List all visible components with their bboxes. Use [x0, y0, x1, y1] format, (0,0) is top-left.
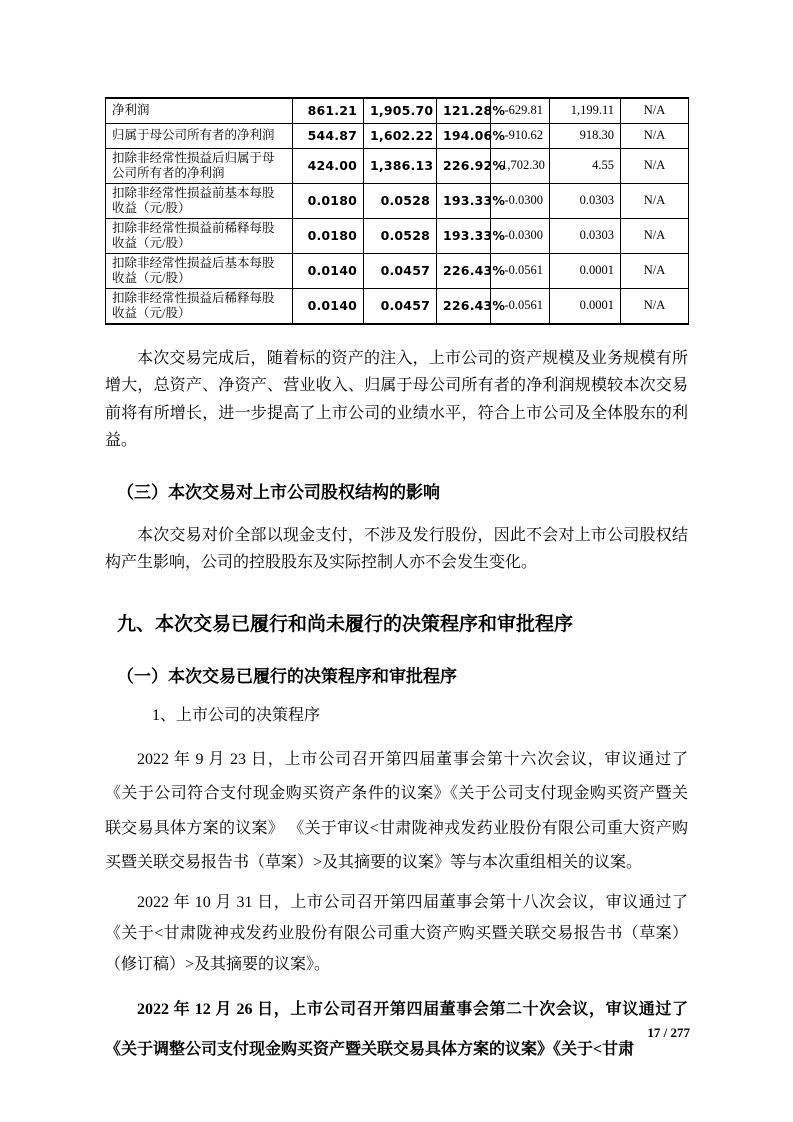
value-cell: -0.0300 [491, 218, 550, 253]
value-cell: -629.81 [491, 98, 550, 123]
row-label-cell: 扣除非经常性损益前稀释每股收益（元/股） [106, 218, 293, 253]
value-cell: 1,386.13 [364, 148, 437, 183]
page-content [105, 0, 688, 1070]
value-cell: 193.33% [437, 183, 491, 218]
value-cell: N/A [621, 288, 689, 324]
paragraph-board-meeting-20th: 2022 年 12 月 26 日，上市公司召开第四届董事会第二十次会议，审议通过了《关于调整公司支付现金购买资产暨关联交易具体方案的议案》《关于<甘肃 [105, 1000, 688, 1058]
value-cell: 0.0001 [550, 288, 621, 324]
table-row [106, 123, 689, 148]
row-label-cell: 净利润 [106, 98, 293, 123]
value-cell: 1,602.22 [364, 123, 437, 148]
value-cell: 0.0457 [364, 288, 437, 324]
value-cell: 424.00 [293, 148, 364, 183]
value-cell: 194.06% [437, 123, 491, 148]
value-cell: 0.0528 [364, 183, 437, 218]
value-cell: 0.0528 [364, 218, 437, 253]
paragraph-board-meeting-16th: 2022 年 9 月 23 日，上市公司召开第四届董事会第十六次会议，审议通过了《关于公司符合支付现金购买资产条件的议案》《关于公司支付现金购买资产暨关联交易具体方案的议案》 《关于审议<甘肃陇神戎发药业股份有限公司重大资产购买暨关联交易报告书（草案）>及其摘要的议案》等与本次重组相关的议案。 [105, 750, 688, 871]
value-cell: 0.0303 [550, 183, 621, 218]
row-label-cell: 扣除非经常性损益后基本每股收益（元/股） [106, 253, 293, 288]
value-cell: N/A [621, 148, 689, 183]
value-cell: 544.87 [293, 123, 364, 148]
value-cell: 226.43% [437, 253, 491, 288]
paragraph-transaction-effect: 本次交易完成后，随着标的资产的注入，上市公司的资产规模及业务规模有所增大，总资产、净资产、营业收入、归属于母公司所有者的净利润规模较本次交易前将有所增长，进一步提高了上市公司的业绩水平，符合上市公司及全体股东的利益。 [105, 349, 688, 449]
subitem-listed-company-decision: 1、上市公司的决策程序 [152, 706, 321, 724]
heading-section-1-completed-procedures: （一）本次交易已履行的决策程序和审批程序 [117, 666, 457, 687]
value-cell: 1,199.11 [550, 98, 621, 123]
value-cell: 121.28% [437, 98, 491, 123]
value-cell: 193.33% [437, 218, 491, 253]
paragraph-board-meeting-18th: 2022 年 10 月 31 日，上市公司召开第四届董事会第十八次会议，审议通过了《关于<甘肃陇神戎发药业股份有限公司重大资产购买暨关联交易报告书（草案）（修订稿）>及其摘要的议案》。 [105, 893, 688, 973]
page-number: 17 / 277 [647, 1025, 690, 1040]
value-cell: N/A [621, 218, 689, 253]
value-cell: 0.0180 [293, 183, 364, 218]
value-cell: 0.0140 [293, 288, 364, 324]
value-cell: N/A [621, 123, 689, 148]
row-label-cell: 扣除非经常性损益前基本每股收益（元/股） [106, 183, 293, 218]
value-cell: 0.0140 [293, 253, 364, 288]
value-cell: 1,905.70 [364, 98, 437, 123]
heading-chapter-9-procedures: 九、本次交易已履行和尚未履行的决策程序和审批程序 [117, 612, 574, 635]
table-row [106, 218, 689, 253]
table-row [106, 183, 689, 218]
value-cell: -0.0300 [491, 183, 550, 218]
paragraph-equity-structure: 本次交易对价全部以现金支付，不涉及发行股份，因此不会对上市公司股权结构产生影响，公司的控股股东及实际控制人亦不会发生变化。 [105, 526, 688, 571]
value-cell: 0.0457 [364, 253, 437, 288]
table-row [106, 98, 689, 123]
value-cell: 226.43% [437, 288, 491, 324]
row-label-cell: 扣除非经常性损益后归属于母公司所有者的净利润 [106, 148, 293, 183]
table-row [106, 148, 689, 183]
table-row [106, 253, 689, 288]
table-row [106, 288, 689, 324]
value-cell: N/A [621, 183, 689, 218]
row-label-cell: 归属于母公司所有者的净利润 [106, 123, 293, 148]
value-cell: -0.0561 [491, 288, 550, 324]
value-cell: N/A [621, 253, 689, 288]
value-cell: -1,702.30 [491, 148, 550, 183]
financial-summary-table [105, 97, 689, 325]
value-cell: 0.0180 [293, 218, 364, 253]
row-label-cell: 扣除非经常性损益后稀释每股收益（元/股） [106, 288, 293, 324]
value-cell: 918.30 [550, 123, 621, 148]
value-cell: 0.0303 [550, 218, 621, 253]
value-cell: 0.0001 [550, 253, 621, 288]
heading-section-3-equity-structure: （三）本次交易对上市公司股权结构的影响 [117, 482, 440, 503]
value-cell: 861.21 [293, 98, 364, 123]
value-cell: -0.0561 [491, 253, 550, 288]
value-cell: N/A [621, 98, 689, 123]
value-cell: -910.62 [491, 123, 550, 148]
value-cell: 4.55 [550, 148, 621, 183]
value-cell: 226.92% [437, 148, 491, 183]
